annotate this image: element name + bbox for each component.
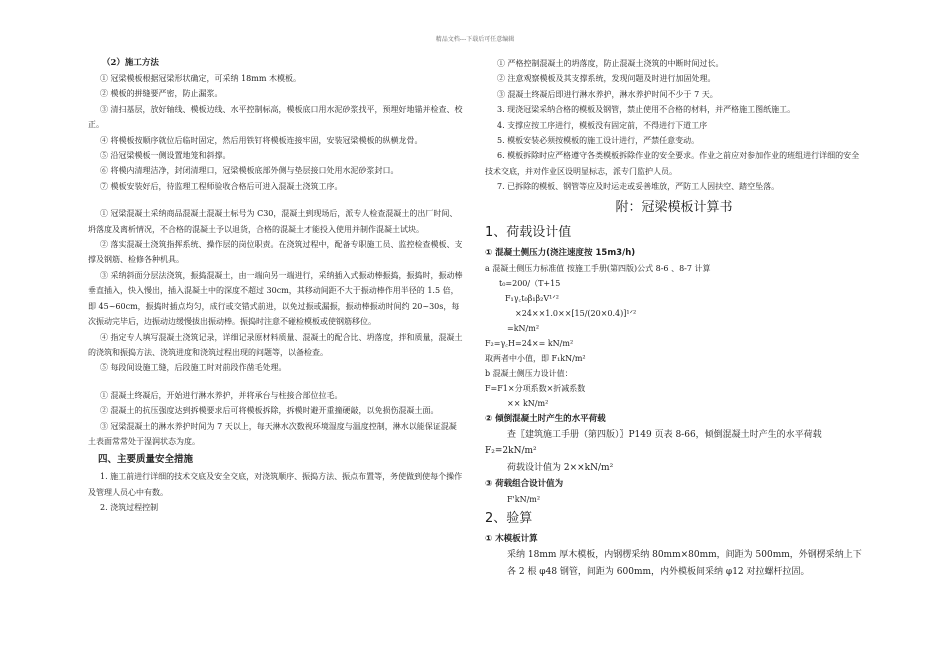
paragraph: ① 严格控制混凝土的坍落度，防止混凝土浇筑的中断时间过长。 — [497, 59, 724, 68]
section-heading: 2、验算 — [485, 511, 533, 527]
page-header-watermark: 精品文档---下载后可任意编辑 — [435, 36, 515, 43]
paragraph: 2. 浇筑过程控制 — [100, 503, 159, 513]
paragraph: b 混凝土侧压力设计值： — [485, 368, 573, 378]
section-heading: （2）施工方法 — [102, 58, 159, 68]
paragraph: ③ 采纳斜面分层法浇筑，振捣混凝土，由一端向另一端进行，采纳插入式振动棒振捣，振捣时，振动棒垂直插入，快入慢出，插入混凝土中的深度不超过 30cm，其移动间距不大于振动棒作用半径的 1.5 倍，即 45~60cm，振捣时插点均匀，成行或交错式前进，以免过振或漏振，振动棒振动时间约 20~30s，每次振动完毕后，边振动边缓慢拔出振动棒。振捣时注意不碰检模板或使钢筋移位。 — [88, 270, 463, 327]
paragraph: 6. 模板拆除时应严格遵守各类模板拆除作业的安全要求。作业之前应对参加作业的班组进行详细的安全技术交底，并对作业区设明显标志，派专门监护人员。 — [485, 151, 860, 176]
paragraph: ① 混凝土终凝后，开始进行淋水养护，并将承台与柱接合部位拉毛。 — [100, 390, 343, 400]
paragraph: F'kN/m² — [507, 495, 541, 505]
paragraph: ② 混凝土的抗压强度达到拆模要求后可将模板拆除，拆模时避开重撞硬敲，以免损伤混凝土面。 — [100, 406, 439, 416]
paragraph: F₂=2kN/m² — [485, 446, 537, 457]
section-heading: ① 木模板计算 — [485, 534, 538, 545]
section-heading: 四、主要质量安全措施 — [98, 454, 194, 466]
paragraph: ③ 清扫基层，放好轴线、模板边线、水平控制标高，模板底口用水泥砂浆找平，预埋好地锚并检查、校正。 — [88, 104, 463, 130]
paragraph: ② 模板的拼缝要严密，防止漏浆。 — [100, 89, 223, 99]
paragraph: ④ 将模板按顺序就位后临时固定，然后用铁钉将模板连接牢固，安装冠梁模板的纵横龙骨。 — [100, 135, 423, 145]
right-column — [485, 56, 863, 580]
paragraph: ×× kN/m² — [507, 398, 549, 408]
paragraph: 7. 已拆除的模板、钢管等应及时运走或妥善堆放，严防工人因扶空、踏空坠落。 — [497, 182, 780, 192]
left-column — [88, 56, 464, 516]
paragraph: ① 冠梁模板根据冠梁形状确定，可采纳 18mm 木模板。 — [100, 74, 301, 83]
paragraph: 查〖建筑施工手册（第四版）〗P149 页表 8-66，倾倒混凝土时产生的水平荷载 — [507, 429, 822, 440]
spacer — [88, 376, 464, 388]
paragraph: 3. 现浇冠梁采纳合格的模板及钢管，禁止使用不合格的材料，并严格施工图纸施工。 — [497, 105, 796, 115]
spacer — [88, 194, 464, 206]
section-heading: ① 混凝土侧压力(浇注速度按 15m3/h) — [485, 247, 636, 258]
paragraph: F₁γ꜀t₀β₁β₂V¹ᐟ² — [505, 293, 559, 303]
paragraph: ⑤ 沿冠梁模板一侧设置地笼和斜撑。 — [100, 151, 231, 161]
paragraph: 4. 支撑应按工序进行，模板没有固定前，不得进行下道工序 — [497, 120, 708, 130]
paragraph: ⑥ 将模内清理洁净，封闭清理口，冠梁模板底部外侧与垫层接口处用水泥砂浆封口。 — [100, 166, 399, 176]
paragraph: t₀=200/（T+15 — [499, 278, 561, 288]
paragraph: 1. 施工前进行详细的技术交底及安全交底，对浇筑顺序、振捣方法、振点布置等，务使做到使每个操作及管理人员心中有数。 — [88, 472, 463, 497]
paragraph: 荷载设计值为 2××kN/m² — [507, 462, 614, 473]
paragraph: a 混凝土侧压力标准值 按施工手册(第四版)公式 8-6 、8-7 计算 — [485, 263, 711, 273]
section-heading: 1、荷载设计值 — [485, 224, 572, 240]
paragraph: ×24××1.0××[15/(20×0.4)]¹ᐟ² — [515, 308, 637, 318]
paragraph: =kN/m² — [507, 323, 540, 333]
paragraph: ② 注意观察模板及其支撑系统，发现问题及时进行加固处理。 — [497, 74, 716, 84]
paragraph: ⑦ 模板安装好后，待监理工程师验收合格后可进入混凝土浇筑工序。 — [100, 181, 343, 191]
paragraph: ③ 混凝土终凝后即进行淋水养护，淋水养护时间不少于 7 天。 — [497, 89, 718, 99]
paragraph: ⑤ 每段间设施工缝，后段施工时对前段作凿毛处理。 — [100, 363, 287, 373]
paragraph: ③ 冠梁混凝土的淋水养护时间为 7 天以上，每天淋水次数视环境湿度与温度控制，淋水以能保证混凝土表面常常处于湿润状态为度。 — [88, 421, 457, 446]
paragraph: F=F1×分项系数×折减系数 — [485, 383, 586, 393]
paragraph: ① 冠梁混凝土采纳商品混凝土混凝土标号为 C30，混凝土到现场后，派专人检查混凝土的出厂时间、坍落度及离析情况，不合格的混凝土予以退货，合格的混凝土才能投入使用并制作混凝土试块。 — [88, 209, 458, 234]
paragraph: 采纳 18mm 厚木模板，内钢楞采纳 80mm×80mm，间距为 500mm，外钢楞采纳上下各 2 根 φ48 钢管，间距为 600mm，内外模板间采纳 φ12 对拉螺杆拉固。 — [507, 550, 862, 577]
paragraph: F₂=γ꜀H=24×= kN/m² — [485, 338, 574, 348]
paragraph: 5. 模板安装必须按模板的施工设计进行，严禁任意变动。 — [497, 136, 700, 146]
paragraph: ④ 指定专人填写混凝土浇筑记录，详细记录原材料质量、混凝土的配合比、坍落度，拌和质量，混凝土的浇筑和振捣方法、浇筑进度和浇筑过程出现的问题等，以备检查。 — [88, 332, 463, 357]
paragraph: ② 落实混凝土浇筑指挥系统、操作层的岗位职责。在浇筑过程中，配备专职施工员、监控检查模板、支撑及钢筋、检修各种机具。 — [88, 240, 463, 265]
section-heading: ② 倾倒混凝土时产生的水平荷载 — [485, 413, 606, 424]
section-heading: 附：冠梁模板计算书 — [615, 199, 733, 215]
section-heading: ③ 荷载组合设计值为 — [485, 479, 564, 490]
paragraph: 取两者中小值，即 F₁kN/m² — [485, 353, 586, 363]
